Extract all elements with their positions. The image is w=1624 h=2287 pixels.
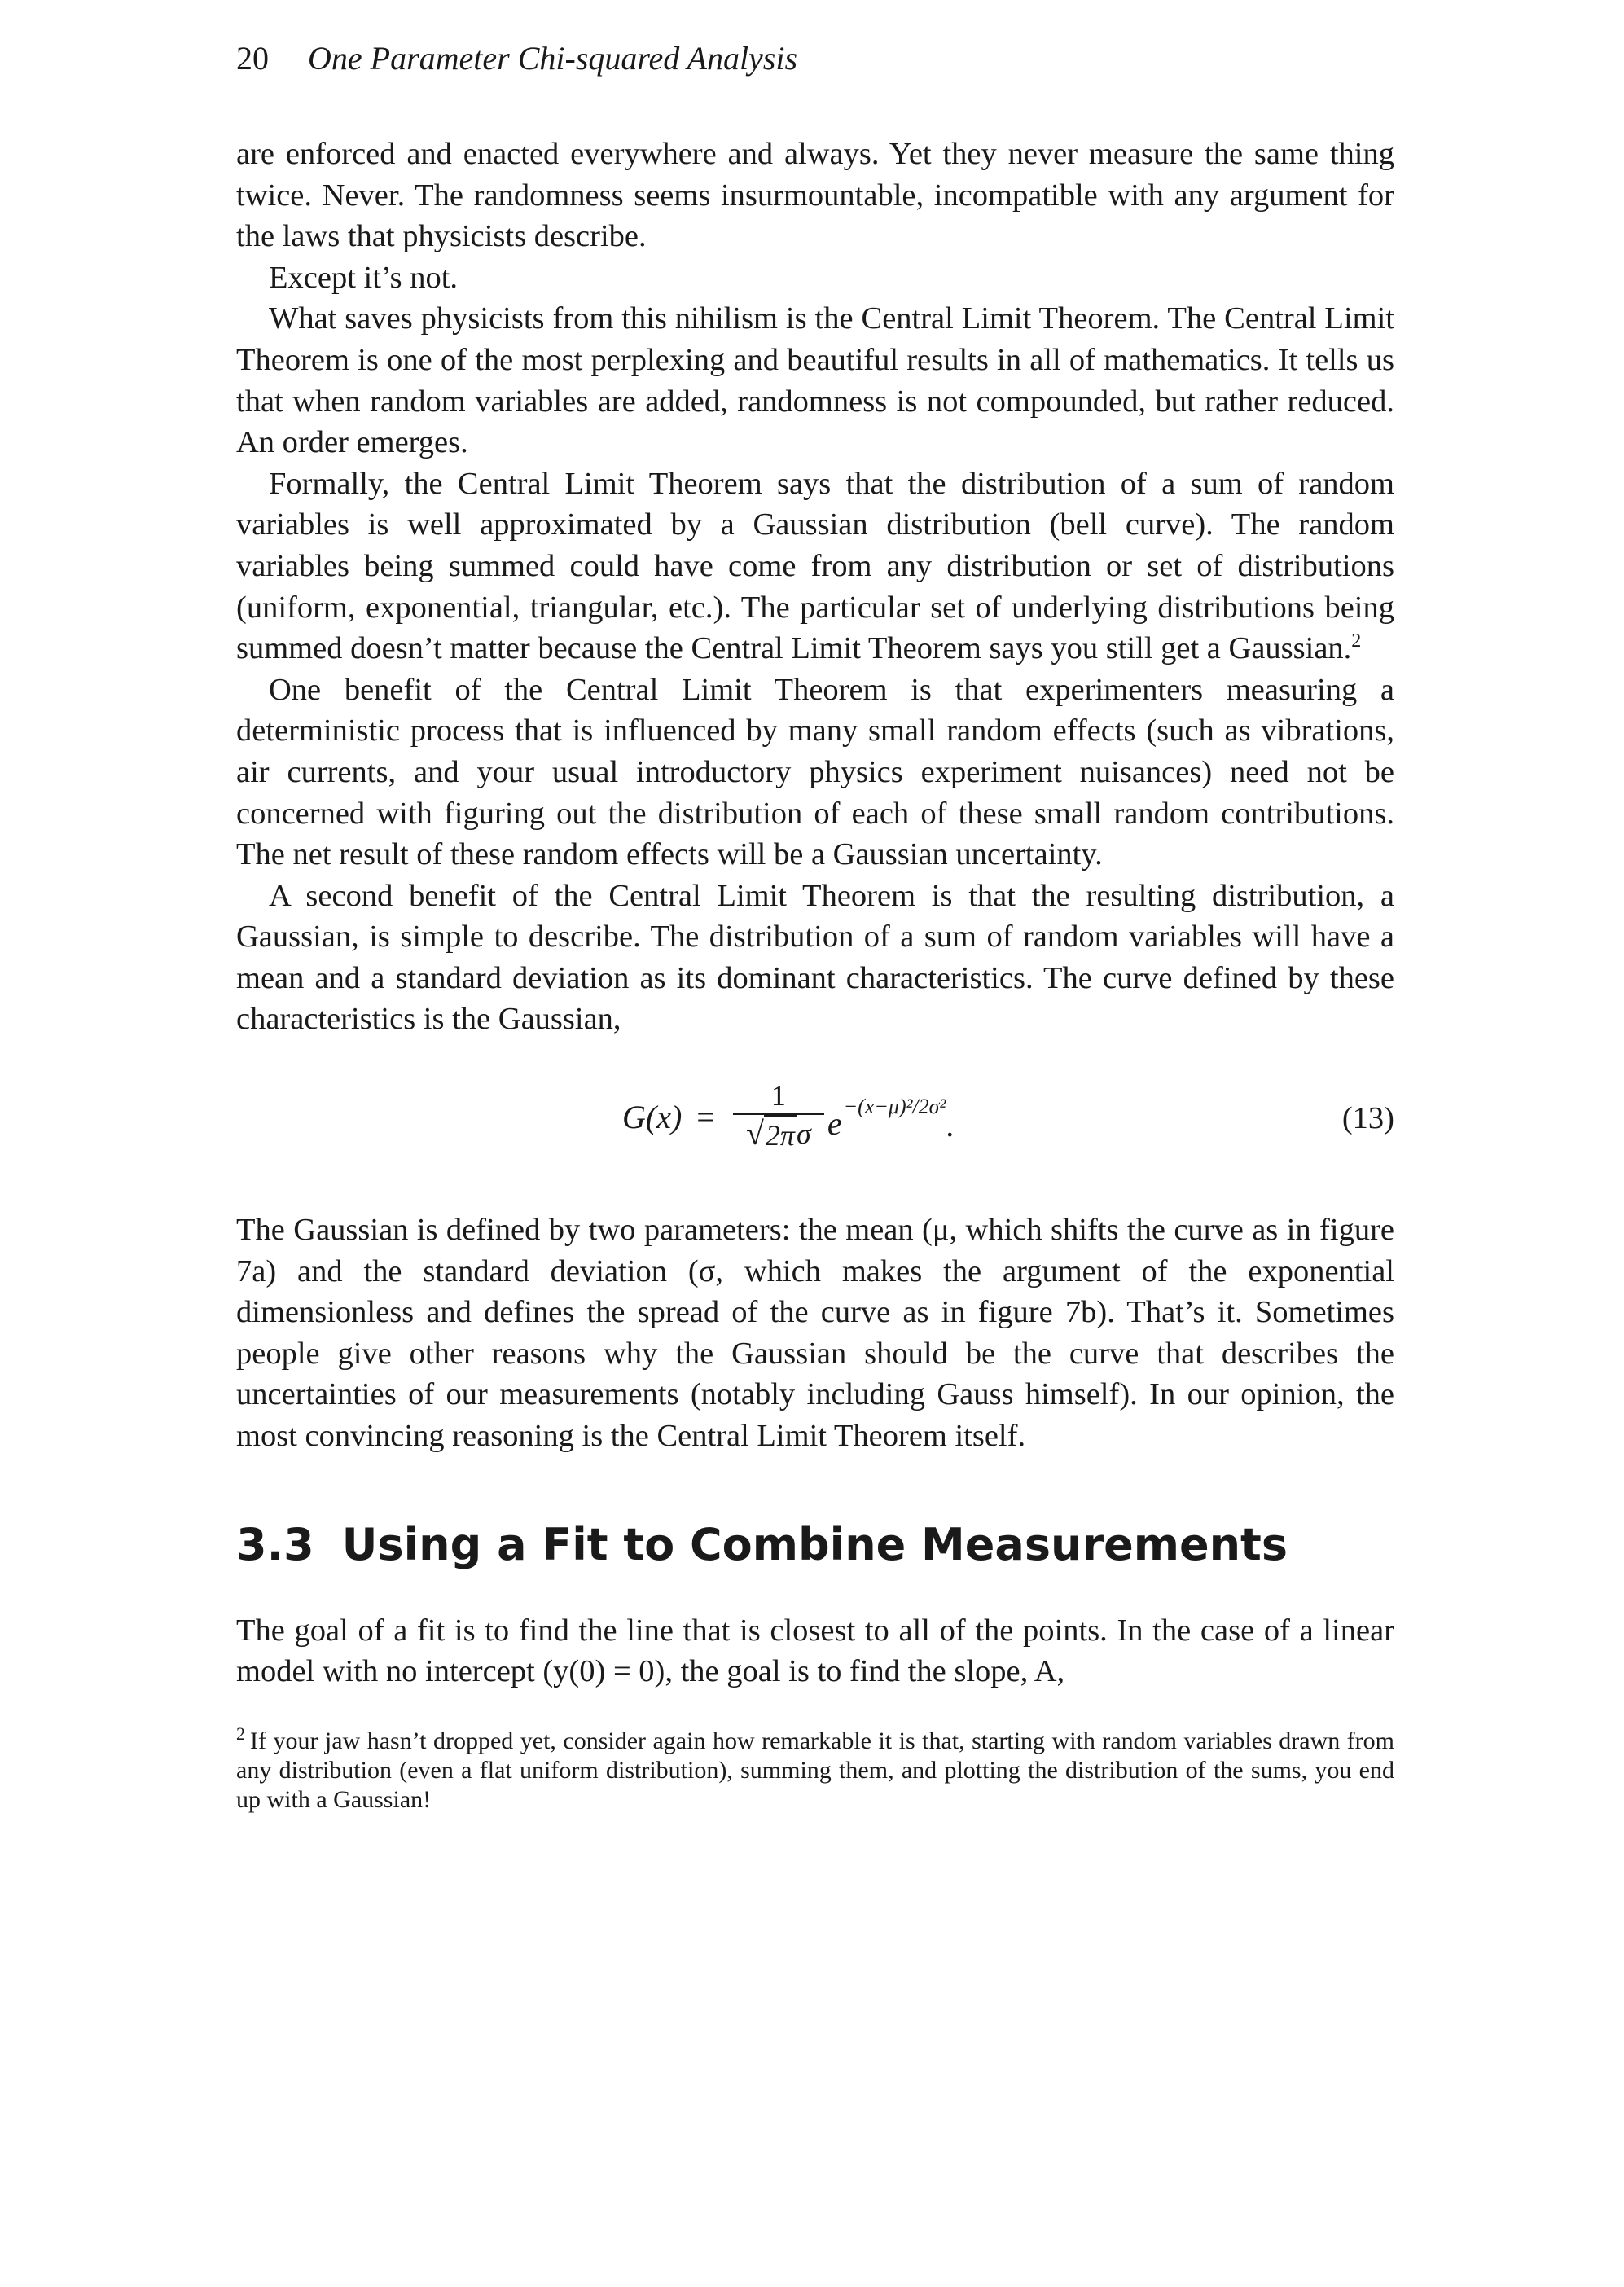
gaussian-formula: [622, 1079, 954, 1154]
paragraph-except: Except it’s not.: [269, 260, 459, 295]
equation-number: (13): [1341, 1101, 1394, 1136]
equation-equals: =: [696, 1098, 715, 1135]
paragraph-goal-of-fit: The goal of a fit is to find the line that is closest to all of the points. In the case of a linear model with no intercept (y(0) = 0), the goal is to find the slope, A,: [236, 1613, 1394, 1689]
paragraph-central-limit: What saves physicists from this nihilism is the Central Limit Theorem. The Central Limit Theorem is one of the most perplexing and beautiful results in all of mathematics. It tells us that when random variables are added, randomness is not compounded, but rather reduced. An order emerges.: [236, 301, 1394, 460]
equation-13: [236, 1068, 1394, 1182]
paragraph-formally-text: Formally, the Central Limit Theorem says that the distribution of a sum of random variables is well approximated by a Gaussian distribution (bell curve). The random variables being summed could have come from any distribution or set of distributions (uniform, exponential, triangular, etc.). The particular set of underlying distributions being summed doesn’t matter because the Central Limit Theorem says you still get a Gaussian.: [236, 466, 1394, 666]
denominator-sigma: σ: [796, 1117, 811, 1151]
body-text: [236, 134, 1394, 1839]
chapter-title: One Parameter Chi-squared Analysis: [308, 40, 798, 77]
equation-fraction: [733, 1079, 824, 1154]
footnote-mark: 2: [236, 1723, 245, 1744]
paragraph-gaussian-parameters: The Gaussian is defined by two parameters: the mean (μ, which shifts the curve as in figure 7a) and the standard deviation (σ, which makes the argument of the exponential dimensionless and defines the spread of the curve as in figure 7b). That’s it. Sometimes people give other reasons why the Gaussian should be the curve that describes the uncertainties of our measurements (notably including Gauss himself). In our opinion, the most convincing reasoning is the Central Limit Theorem itself.: [236, 1213, 1394, 1454]
page-number: 20: [236, 40, 269, 77]
exponent: −(x−μ)²/2σ²: [843, 1095, 946, 1119]
running-header: [236, 37, 797, 80]
footnote-reference[interactable]: 2: [1351, 630, 1362, 652]
fraction-numerator: 1: [770, 1079, 786, 1113]
equation-lhs: G(x): [622, 1098, 683, 1135]
section-title: Using a Fit to Combine Measurements: [341, 1518, 1288, 1570]
paragraph-first-benefit: One benefit of the Central Limit Theorem is that experimenters measuring a deterministic process that is influenced by many small random effects (such as vibrations, air currents, and your usual introductory physics experiment nuisances) need not be concerned with figuring out the distribution of each of these small random contributions. The net result of these random effects will be a Gaussian uncertainty.: [236, 672, 1394, 872]
fraction-denominator: [746, 1115, 811, 1154]
paragraph-formally: [236, 463, 1394, 669]
paragraph-second-benefit: A second benefit of the Central Limit Theorem is that the resulting distribution, a Gaussian, is simple to describe. The distribution of a sum of random variables will have a mean and a standard deviation as its dominant characteristics. The curve defined by these characteristics is the Gaussian,: [236, 878, 1394, 1037]
footnote-text: If your jaw hasn’t dropped yet, consider again how remarkable it is that, starting with random variables drawn from any distribution (even a flat uniform distribution), summing them, and plotting the distribution of the sums, you end up with a Gaussian!: [236, 1727, 1394, 1813]
paragraph-continued: are enforced and enacted everywhere and always. Yet they never measure the same thing twice. Never. The randomness seems insurmountable, incompatible with any argument for the laws that physicists describe.: [236, 137, 1394, 254]
footnote: [236, 1723, 1394, 1815]
exponential-base: e: [827, 1104, 842, 1142]
equation-period: .: [946, 1106, 955, 1144]
sqrt-radicand: 2π: [764, 1115, 797, 1154]
sqrt-symbol: √: [745, 1115, 764, 1152]
section-number: 3.3: [236, 1518, 314, 1570]
section-heading: [236, 1519, 1394, 1571]
